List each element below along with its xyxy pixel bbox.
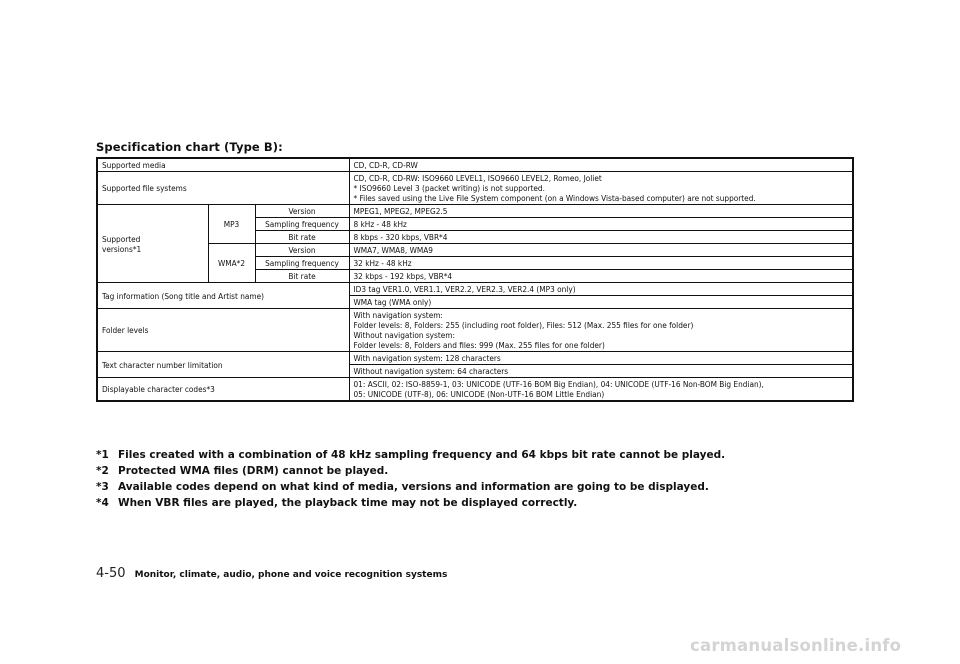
section-heading: Specification chart (Type B): bbox=[96, 140, 283, 154]
row-label-supported-versions bbox=[97, 205, 208, 283]
file-systems-note: * Files saved using the Live File System component (on a Windows Vista-based computer) are not supported. bbox=[353, 193, 756, 203]
text-character-limit-value: Without navigation system: 64 characters bbox=[349, 365, 853, 378]
tag-information-value: WMA tag (WMA only) bbox=[349, 296, 853, 309]
footnote-text: Files created with a combination of 48 kHz sampling frequency and 64 kbps bit rate cannot be played. bbox=[118, 449, 726, 461]
table-row bbox=[97, 352, 853, 365]
page-footer bbox=[96, 562, 447, 581]
table-row bbox=[97, 309, 853, 352]
param-label: Version bbox=[255, 244, 349, 257]
row-label-text-character-limit: Text character number limitation bbox=[97, 352, 349, 378]
format-label-mp3: MP3 bbox=[208, 205, 255, 244]
footnotes bbox=[96, 447, 725, 511]
row-label-tag-information: Tag information (Song title and Artist name) bbox=[97, 283, 349, 309]
specification-table bbox=[96, 157, 854, 402]
param-value: WMA7, WMA8, WMA9 bbox=[349, 244, 853, 257]
param-value: 8 kHz - 48 kHz bbox=[349, 218, 853, 231]
footnote bbox=[96, 463, 725, 479]
footnote-text: Protected WMA files (DRM) cannot be played. bbox=[118, 465, 389, 477]
table-row bbox=[97, 172, 853, 205]
supported-versions-label-line: versions*1 bbox=[102, 243, 142, 254]
param-value: 8 kbps - 320 kbps, VBR*4 bbox=[349, 231, 853, 244]
footnote-text: When VBR files are played, the playback time may not be displayed correctly. bbox=[118, 497, 578, 509]
footnote bbox=[96, 447, 725, 463]
param-label: Version bbox=[255, 205, 349, 218]
row-label-supported-media: Supported media bbox=[97, 158, 349, 172]
row-label-folder-levels: Folder levels bbox=[97, 309, 349, 352]
supported-file-systems-value bbox=[349, 172, 853, 205]
displayable-codes-value bbox=[349, 378, 853, 402]
displayable-codes-line: 01: ASCII, 02: ISO-8859-1, 03: UNICODE (UTF-16 BOM Big Endian), 04: UNICODE (UTF-16 Non-BOM Big Endian), bbox=[353, 379, 764, 389]
file-systems-line: CD, CD-R, CD-RW: ISO9660 LEVEL1, ISO9660 LEVEL2, Romeo, Joliet bbox=[353, 173, 602, 183]
param-value: 32 kHz - 48 kHz bbox=[349, 257, 853, 270]
folder-levels-line: Folder levels: 8, Folders and files: 999 (Max. 255 files for one folder) bbox=[353, 340, 605, 350]
table-row bbox=[97, 205, 853, 218]
table-row bbox=[97, 244, 853, 257]
footnote-mark: *1 bbox=[96, 449, 109, 461]
param-label: Bit rate bbox=[255, 231, 349, 244]
format-label-wma: WMA*2 bbox=[208, 244, 255, 283]
supported-versions-label-line: Supported bbox=[102, 233, 141, 244]
chapter-title: Monitor, climate, audio, phone and voice recognition systems bbox=[134, 570, 448, 580]
row-label-displayable-codes: Displayable character codes*3 bbox=[97, 378, 349, 402]
watermark: carmanualsonline.info bbox=[690, 636, 902, 655]
folder-levels-line: Folder levels: 8, Folders: 255 (including root folder), Files: 512 (Max. 255 files for one folder) bbox=[353, 320, 694, 330]
folder-levels-line: With navigation system: bbox=[353, 310, 443, 320]
tag-information-value: ID3 tag VER1.0, VER1.1, VER2.2, VER2.3, VER2.4 (MP3 only) bbox=[349, 283, 853, 296]
folder-levels-value bbox=[349, 309, 853, 352]
param-value: 32 kbps - 192 kbps, VBR*4 bbox=[349, 270, 853, 283]
param-label: Bit rate bbox=[255, 270, 349, 283]
page-number: 4-50 bbox=[96, 566, 126, 581]
footnote bbox=[96, 479, 725, 495]
param-value: MPEG1, MPEG2, MPEG2.5 bbox=[349, 205, 853, 218]
table-row bbox=[97, 378, 853, 402]
param-label: Sampling frequency bbox=[255, 218, 349, 231]
table-row bbox=[97, 158, 853, 172]
footnote-mark: *3 bbox=[96, 481, 109, 493]
folder-levels-line: Without navigation system: bbox=[353, 330, 455, 340]
param-label: Sampling frequency bbox=[255, 257, 349, 270]
row-label-supported-file-systems: Supported file systems bbox=[97, 172, 349, 205]
footnote-mark: *2 bbox=[96, 465, 109, 477]
text-character-limit-value: With navigation system: 128 characters bbox=[349, 352, 853, 365]
displayable-codes-line: 05: UNICODE (UTF-8), 06: UNICODE (Non-UTF-16 BOM Little Endian) bbox=[353, 389, 605, 399]
footnote-text: Available codes depend on what kind of media, versions and information are going to be displayed. bbox=[118, 481, 709, 493]
supported-media-value: CD, CD-R, CD-RW bbox=[349, 158, 853, 172]
footnote bbox=[96, 495, 725, 511]
file-systems-note: * ISO9660 Level 3 (packet writing) is not supported. bbox=[353, 183, 545, 193]
footnote-mark: *4 bbox=[96, 497, 109, 509]
table-row bbox=[97, 283, 853, 296]
